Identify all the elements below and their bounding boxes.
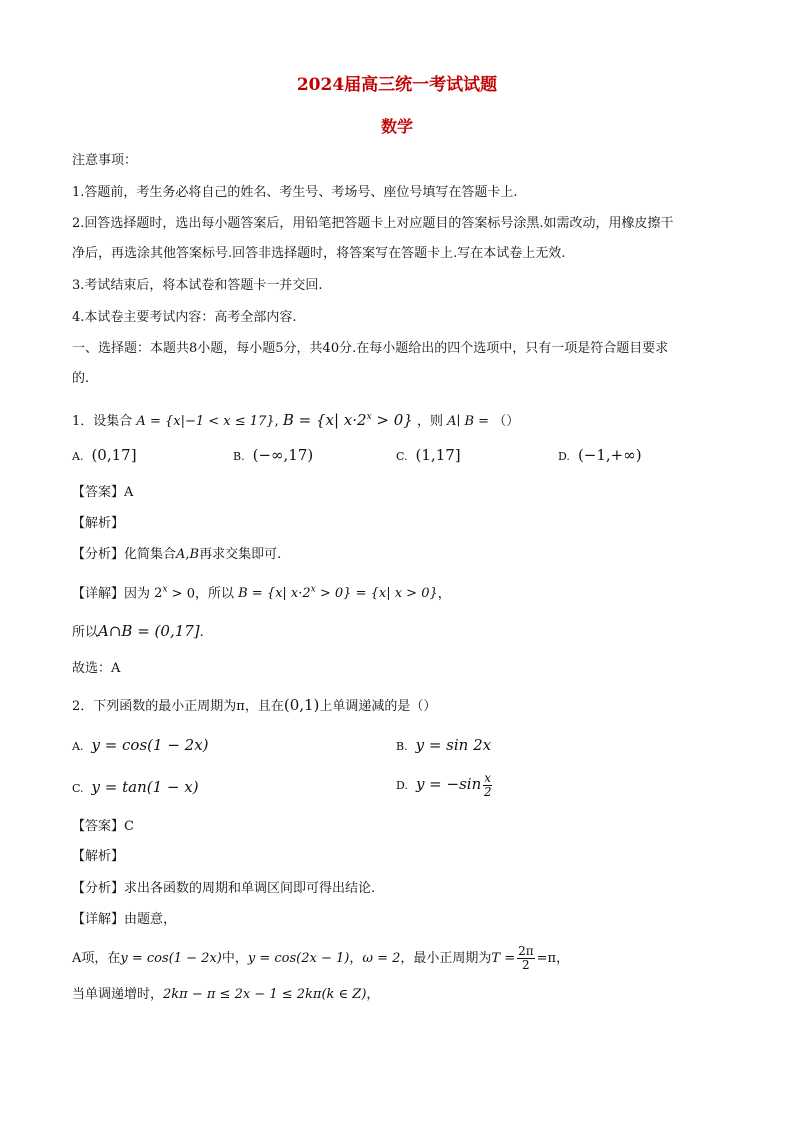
q2-increasing bbox=[72, 986, 379, 1004]
fenxi-end: 再求交集即可. bbox=[199, 547, 282, 562]
answer-tag: 【答案】 bbox=[72, 485, 125, 500]
q1-option-a bbox=[72, 446, 137, 464]
q2-option-b bbox=[396, 736, 491, 754]
a-item-omega: ω = 2 bbox=[362, 951, 401, 966]
option-value: y = tan(1 − x) bbox=[91, 778, 199, 796]
q1-option-d bbox=[558, 446, 642, 464]
q1-mid: ，则 bbox=[417, 414, 444, 429]
fenxi-tag: 【分析】 bbox=[72, 881, 125, 896]
q1-detail bbox=[72, 581, 451, 603]
option-d-fraction bbox=[483, 772, 492, 799]
detail-a: 因为 bbox=[124, 586, 151, 602]
question-1: 1．设集合 A = {x|−1 < x ≤ 17}, B = {x| $x\cdot 2^x > 0$} ，则 A∣ B = （） bbox=[72, 411, 520, 429]
option-label: A. bbox=[72, 450, 84, 463]
fraction-numerator: x bbox=[484, 771, 492, 785]
a-item-fraction bbox=[517, 945, 535, 972]
q2-option-a bbox=[72, 736, 209, 754]
detail-pow: 2$^x$ bbox=[154, 585, 168, 602]
detail-d: > 0} = {x| x > 0} bbox=[315, 586, 438, 602]
a-item-4: ，最小正周期为 bbox=[400, 951, 492, 966]
a-item-f2: y = cos(2x − 1) bbox=[247, 951, 350, 966]
so-end: . bbox=[199, 625, 204, 640]
detail-pow-exp: x bbox=[162, 585, 168, 595]
option-label: B. bbox=[396, 740, 408, 753]
detail-text: 由题意， bbox=[124, 912, 177, 927]
q2-detail bbox=[72, 911, 176, 929]
fenxi-text: 求出各函数的周期和单调区间即可得出结论. bbox=[124, 881, 376, 896]
q2-interval: (0,1) bbox=[283, 696, 320, 714]
option-value: (0,17] bbox=[91, 446, 137, 464]
exam-subject: 数学 bbox=[380, 117, 413, 136]
option-value: (−1,+∞) bbox=[577, 446, 642, 464]
fraction-numerator: 2π bbox=[518, 944, 534, 958]
fenxi-text: 化简集合 bbox=[124, 547, 177, 562]
fenxi-math: A,B bbox=[176, 547, 200, 562]
option-value: (1,17] bbox=[415, 446, 461, 464]
q2-mid: ，且在 bbox=[244, 699, 284, 714]
inc-end: ， bbox=[366, 987, 380, 1002]
q2-fenxi bbox=[72, 880, 375, 898]
notice-item-2: 2.回答选择题时，选出每小题答案后，用铅笔把答题卡上对应题目的答案标号涂黑.如需改动，用橡皮擦干 bbox=[72, 216, 674, 231]
section-heading-cont: 的. bbox=[72, 371, 90, 386]
a-item-t: T = bbox=[491, 951, 516, 966]
detail-tag: 【详解】 bbox=[72, 586, 125, 602]
detail-c: B = {x| x·2 bbox=[238, 586, 311, 602]
q1-so bbox=[72, 622, 204, 642]
option-label: D. bbox=[396, 779, 408, 792]
fenxi-tag: 【分析】 bbox=[72, 547, 125, 562]
q2-option-d bbox=[396, 772, 494, 799]
q2-analysis-tag: 【解析】 bbox=[72, 849, 125, 864]
q1-expr: A∣ B = bbox=[447, 414, 490, 429]
q1-option-c bbox=[396, 446, 461, 464]
q1-suffix: （） bbox=[493, 414, 520, 429]
option-value: y = sin 2x bbox=[415, 736, 492, 754]
q1-choose: 故选：A bbox=[72, 661, 121, 676]
notice-item-1: 1.答题前，考生务必将自己的姓名、考生号、考场号、座位号填写在答题卡上. bbox=[72, 185, 518, 200]
q1-option-b bbox=[233, 446, 313, 464]
q1-prefix: 1．设集合 bbox=[72, 414, 133, 429]
a-item-2: 中， bbox=[221, 951, 248, 966]
detail-b: > 0，所以 bbox=[167, 586, 234, 602]
q2-answer bbox=[72, 818, 134, 836]
answer-tag: 【答案】 bbox=[72, 819, 125, 834]
detail-set bbox=[238, 586, 438, 601]
inc-text: 当单调递增时， bbox=[72, 987, 164, 1002]
q1-answer bbox=[72, 484, 133, 502]
inc-math: 2kπ − π ≤ 2x − 1 ≤ 2kπ(k ∈ Z) bbox=[163, 987, 367, 1002]
fraction-denominator: 2 bbox=[522, 958, 530, 972]
option-label: A. bbox=[72, 740, 84, 753]
notice-item-4: 4.本试卷主要考试内容：高考全部内容. bbox=[72, 310, 297, 325]
answer-value: A bbox=[124, 485, 134, 500]
detail-e: ， bbox=[437, 586, 451, 602]
exam-title: 2024届高三统一考试试题 bbox=[296, 75, 498, 95]
a-item-5: =π， bbox=[536, 951, 570, 966]
q2-option-c bbox=[72, 778, 199, 796]
q2-pi: π bbox=[236, 699, 245, 714]
option-value: (−∞,17) bbox=[252, 446, 314, 464]
q1-set-b-base: B = {x| x·2 bbox=[282, 411, 367, 429]
a-item-3: ， bbox=[349, 951, 363, 966]
option-label: C. bbox=[396, 450, 408, 463]
question-2 bbox=[72, 696, 436, 716]
q1-set-b-exp: x bbox=[366, 412, 372, 422]
option-value: y = cos(1 − 2x) bbox=[91, 736, 209, 754]
detail-tag: 【详解】 bbox=[72, 912, 125, 927]
fraction-denominator: 2 bbox=[483, 785, 492, 799]
option-value: y = −sin bbox=[415, 775, 482, 793]
a-item-f1: y = cos(1 − 2x) bbox=[120, 951, 222, 966]
q1-set-a: A = {x|−1 < x ≤ 17} bbox=[136, 414, 275, 429]
option-label: C. bbox=[72, 782, 84, 795]
detail-c-exp: x bbox=[310, 585, 316, 595]
option-label: D. bbox=[558, 450, 570, 463]
q2-item-a bbox=[72, 945, 569, 972]
q2-suffix: 上单调递减的是（） bbox=[319, 699, 437, 714]
q1-set-b bbox=[283, 411, 413, 429]
so-text: 所以 bbox=[72, 625, 99, 640]
so-math: A∩B = (0,17] bbox=[98, 622, 200, 640]
q1-analysis-tag: 【解析】 bbox=[72, 516, 125, 531]
a-item-1: A项，在 bbox=[72, 951, 121, 966]
option-label: B. bbox=[233, 450, 245, 463]
notice-item-3: 3.考试结束后，将本试卷和答题卡一并交回. bbox=[72, 278, 323, 293]
section-heading: 一、选择题：本题共8小题，每小题5分，共40分.在每小题给出的四个选项中，只有一项是符合题目要求 bbox=[72, 341, 669, 356]
notice-item-2-cont: 净后，再选涂其他答案标号.回答非选择题时，将答案写在答题卡上.写在本试卷上无效. bbox=[72, 246, 566, 261]
q2-prefix: 2．下列函数的最小正周期为 bbox=[72, 699, 237, 714]
answer-value: C bbox=[124, 819, 134, 834]
notice-heading: 注意事项： bbox=[72, 153, 138, 168]
q1-fenxi bbox=[72, 546, 281, 564]
q1-set-b-end: > 0} bbox=[371, 411, 413, 429]
